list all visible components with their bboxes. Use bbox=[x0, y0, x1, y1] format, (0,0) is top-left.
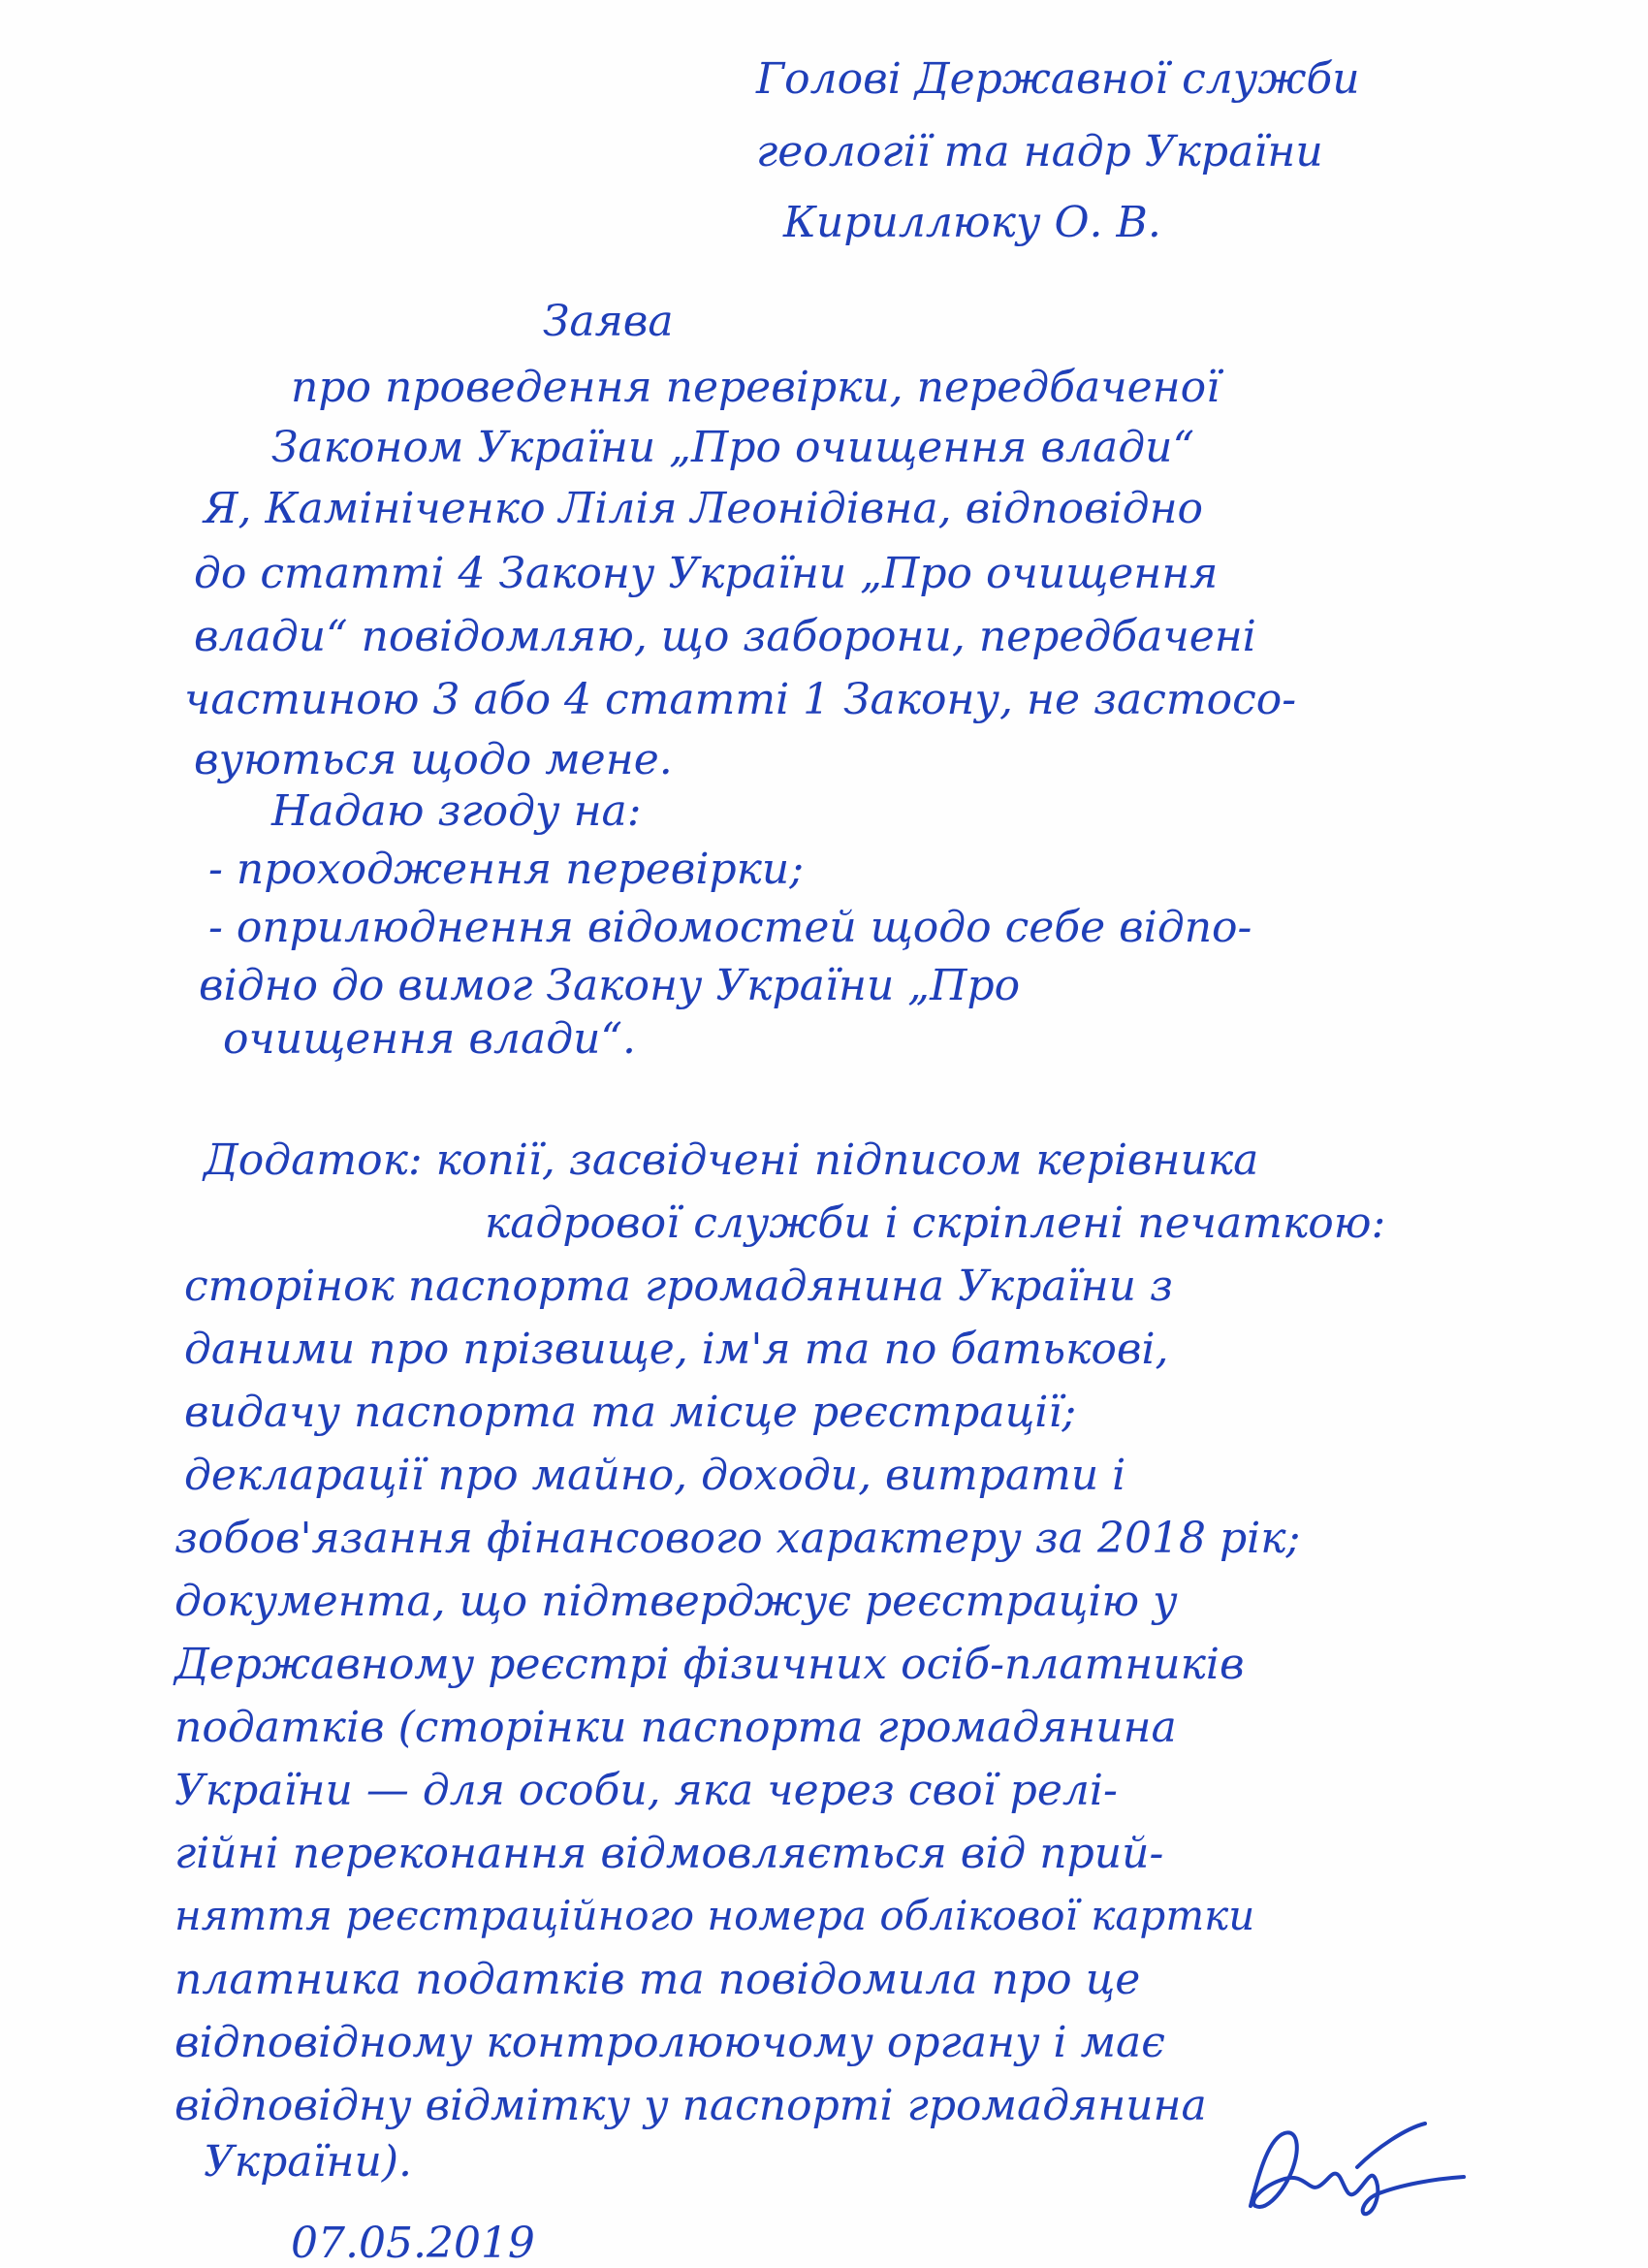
subtitle-line-2: Законом України „Про очищення влади“ bbox=[271, 423, 1194, 472]
body-line-4: частиною 3 або 4 статті 1 Закону, не застосо- bbox=[184, 675, 1297, 724]
consent-item-2-end: очищення влади“. bbox=[223, 1014, 636, 1064]
attachment-line-11: України — для особи, яка через свої релі- bbox=[174, 1766, 1118, 1815]
attachment-line-14: платника податків та повідомила про це bbox=[174, 1955, 1141, 2004]
attachment-line-2: кадрової служби і скріплені печаткою: bbox=[485, 1198, 1386, 1248]
attachment-line-3: сторінок паспорта громадянина України з bbox=[184, 1262, 1173, 1311]
consent-item-2-cont: відно до вимог Закону України „Про bbox=[199, 961, 1021, 1010]
attachment-line-6: декларації про майно, доходи, витрати і bbox=[184, 1451, 1126, 1500]
signature-date: 07.05.2019 bbox=[291, 2219, 535, 2268]
document-title: Заява bbox=[543, 297, 674, 346]
consent-intro: Надаю згоду на: bbox=[271, 786, 642, 836]
attachment-line-15: відповідному контролюючому органу і має bbox=[174, 2018, 1165, 2067]
attachment-line-8: документа, що підтверджує реєстрацію у bbox=[174, 1577, 1178, 1626]
consent-item-1: - проходження перевірки; bbox=[208, 845, 805, 894]
attachment-line-16: відповідну відмітку у паспорті громадянина bbox=[174, 2081, 1207, 2130]
addressee-line-2: геології та надр України bbox=[756, 127, 1323, 176]
attachment-line-1: Додаток: копії, засвідчені підписом керівника bbox=[204, 1135, 1259, 1185]
addressee-line-1: Голові Державної служби bbox=[756, 54, 1360, 104]
attachment-line-17: України). bbox=[204, 2137, 413, 2187]
attachment-line-7: зобов'язання фінансового характеру за 2018 рік; bbox=[174, 1514, 1301, 1563]
attachment-line-5: видачу паспорта та місце реєстрації; bbox=[184, 1388, 1077, 1437]
body-line-3: влади“ повідомляю, що заборони, передбачені bbox=[194, 612, 1256, 661]
body-line-5: вуються щодо мене. bbox=[194, 735, 673, 784]
addressee-line-3: Кириллюку О. В. bbox=[783, 198, 1161, 247]
signature-mark bbox=[1231, 2109, 1483, 2225]
body-line-2: до статті 4 Закону України „Про очищення bbox=[194, 549, 1219, 598]
attachment-line-12: гійні переконання відмовляється від прий- bbox=[174, 1829, 1164, 1878]
attachment-line-4: даними про прізвище, ім'я та по батькові, bbox=[184, 1325, 1169, 1374]
consent-item-2: - оприлюднення відомостей щодо себе відпо- bbox=[208, 903, 1252, 952]
attachment-line-10: податків (сторінки паспорта громадянина bbox=[174, 1703, 1177, 1752]
body-line-1: Я, Камініченко Лілія Леонідівна, відповідно bbox=[204, 484, 1204, 533]
attachment-line-13: няття реєстраційного номера облікової картки bbox=[174, 1892, 1255, 1939]
subtitle-line-1: про проведення перевірки, передбаченої bbox=[291, 363, 1220, 412]
attachment-line-9: Державному реєстрі фізичних осіб-платників bbox=[174, 1640, 1245, 1689]
